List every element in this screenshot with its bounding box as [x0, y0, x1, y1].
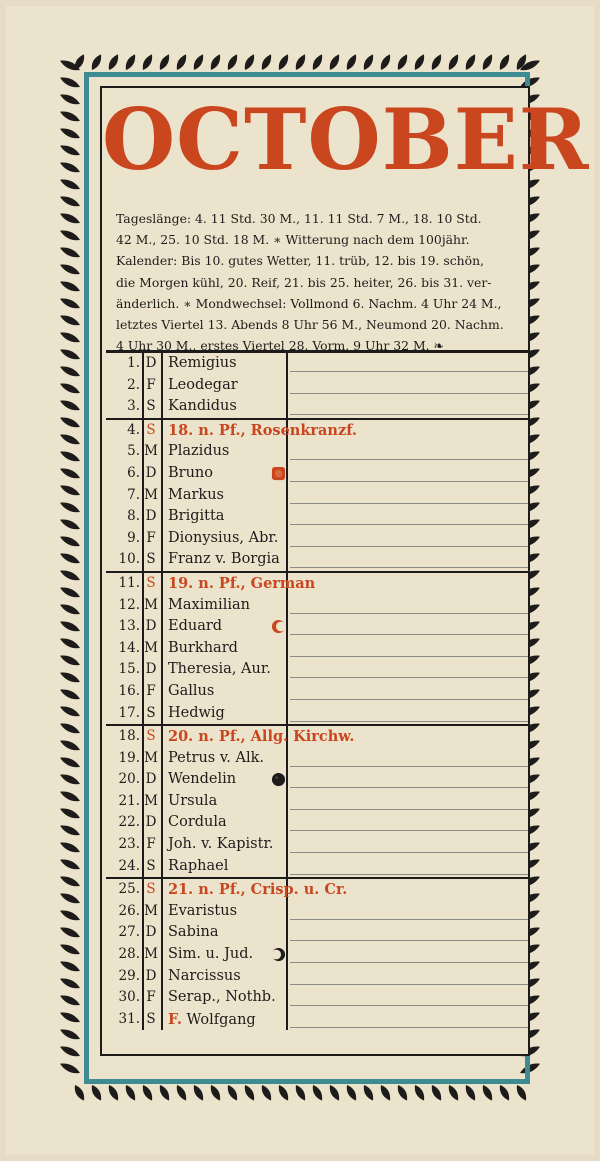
week-block [106, 350, 528, 418]
leaf-ornament [59, 891, 82, 906]
saint-name: 21. n. Pf., Crisp. u. Cr. [168, 881, 348, 899]
day-number: 25. [118, 881, 140, 898]
leaf-ornament [59, 908, 82, 923]
leaf-ornament [123, 1083, 138, 1102]
note-line [290, 567, 528, 568]
leaf-ornament [59, 959, 82, 974]
day-number: 31. [118, 1010, 140, 1027]
leaf-ornament [310, 1083, 325, 1102]
note-line [290, 481, 528, 482]
leaf-ornament [344, 1083, 359, 1102]
saint-name: Raphael [168, 857, 229, 874]
day-number: 21. [118, 792, 140, 809]
saint-name: Leodegar [168, 376, 238, 393]
leaf-ornament [59, 653, 82, 668]
leaf-ornament [59, 245, 82, 260]
leaf-ornament [59, 1027, 82, 1042]
day-number: 7. [127, 486, 140, 503]
day-row [106, 726, 528, 748]
day-row [106, 987, 528, 1009]
weekday-letter: F [146, 376, 156, 393]
day-number: 15. [118, 661, 140, 678]
leaf-ornament [59, 1061, 82, 1076]
note-line [290, 524, 528, 525]
leaf-ornament [242, 1083, 257, 1102]
day-number: 11. [118, 574, 140, 591]
weekday-letter: S [146, 1010, 156, 1027]
moon-full-icon [271, 466, 286, 481]
info-line: die Morgen kühl, 20. Reif, 21. bis 25. heiter, 26. bis 31. ver- [116, 274, 492, 290]
week-block [106, 724, 528, 877]
note-line [290, 1027, 528, 1028]
leaf-ornament [59, 432, 82, 447]
leaf-ornament [59, 296, 82, 311]
note-line [290, 787, 528, 788]
leaf-ornament [276, 53, 291, 72]
day-row [106, 922, 528, 944]
day-number: 9. [127, 529, 140, 546]
leaf-ornament [412, 1083, 427, 1102]
leaf-ornament [191, 1083, 206, 1102]
leaf-ornament [59, 704, 82, 719]
leaf-ornament [59, 772, 82, 787]
leaf-ornament [174, 1083, 189, 1102]
leaf-ornament [59, 347, 82, 362]
day-row [106, 681, 528, 703]
weekday-letter: D [145, 464, 157, 481]
weekday-letter: M [144, 486, 158, 503]
day-row [106, 659, 528, 681]
saint-name: Petrus v. Alk. [168, 749, 265, 766]
day-row [106, 396, 528, 418]
weekday-letter: D [145, 967, 157, 984]
day-number: 5. [127, 443, 140, 460]
day-number: 20. [118, 771, 140, 788]
leaf-ornament [59, 466, 82, 481]
leaf-ornament [429, 1083, 444, 1102]
saint-name: Markus [168, 486, 224, 503]
weekday-letter: M [144, 946, 158, 963]
leaf-ornament [59, 126, 82, 141]
leaf-ornament [59, 551, 82, 566]
day-number: 26. [118, 902, 140, 919]
day-row [106, 353, 528, 375]
leaf-ornament [59, 670, 82, 685]
day-row [106, 748, 528, 770]
note-line [290, 371, 528, 372]
leaf-ornament [259, 53, 274, 72]
day-row [106, 528, 528, 550]
week-block [106, 571, 528, 724]
day-number: 28. [118, 946, 140, 963]
saint-name: Evaristus [168, 902, 238, 919]
saint-name: Plazidus [168, 443, 230, 460]
leaf-ornament [59, 619, 82, 634]
weekday-letter: S [146, 421, 156, 438]
leaf-ornament [59, 398, 82, 413]
saint-name: 20. n. Pf., Allg. Kirchw. [168, 728, 355, 746]
moon-first-icon [271, 947, 286, 962]
leaf-ornament [89, 53, 104, 72]
leaf-ornament [59, 194, 82, 209]
day-row [106, 901, 528, 923]
leaf-ornament [140, 53, 155, 72]
saint-name: Wendelin [168, 771, 237, 788]
saint-name: Sabina [168, 924, 219, 941]
day-number: 27. [118, 924, 140, 941]
day-row [106, 769, 528, 791]
leaf-ornament [310, 53, 325, 72]
weekday-letter: M [144, 902, 158, 919]
month-info-text [116, 208, 516, 356]
weekday-letter: S [146, 728, 156, 745]
saint-name: Gallus [168, 682, 215, 699]
day-row [106, 703, 528, 725]
note-line [290, 940, 528, 941]
saint-name: Joh. v. Kapistr. [168, 836, 274, 853]
note-line [290, 919, 528, 920]
day-row [106, 944, 528, 966]
leaf-ornament [59, 755, 82, 770]
note-line [290, 503, 528, 504]
leaf-ornament [59, 92, 82, 107]
leaf-ornament [59, 228, 82, 243]
day-row [106, 856, 528, 878]
day-number: 17. [118, 704, 140, 721]
leaf-ornament [59, 517, 82, 532]
leaf-ornament [59, 840, 82, 855]
day-number: 22. [118, 814, 140, 831]
leaf-ornament [59, 330, 82, 345]
day-row [106, 595, 528, 617]
info-line: Kalender: Bis 10. gutes Wetter, 11. trüb, 12. bis 19. schön, [116, 253, 485, 269]
weekday-letter: S [146, 704, 156, 721]
leaf-ornament [59, 177, 82, 192]
leaf-ornament [497, 53, 512, 72]
note-line [290, 984, 528, 985]
leaf-ornament [395, 53, 410, 72]
weekday-letter: S [146, 574, 156, 591]
saint-name-text: Wolfgang [186, 1011, 256, 1028]
leaf-ornament [293, 53, 308, 72]
day-number: 4. [127, 421, 140, 438]
leaf-ornament [59, 942, 82, 957]
saint-name: Narcissus [168, 967, 241, 984]
week-block [106, 418, 528, 571]
weekday-letter: D [145, 814, 157, 831]
weekday-letter: M [144, 749, 158, 766]
leaf-ornament [463, 1083, 478, 1102]
leaf-ornament [225, 53, 240, 72]
saint-name: Dionysius, Abr. [168, 529, 279, 546]
note-line [290, 809, 528, 810]
day-number: 10. [118, 551, 140, 568]
leaf-ornament [59, 75, 82, 90]
weekday-letter: F [146, 836, 156, 853]
day-row [106, 966, 528, 988]
leaf-ornament [191, 53, 206, 72]
day-row [106, 420, 528, 442]
note-line [290, 634, 528, 635]
moon-last-icon [271, 619, 286, 634]
day-number: 13. [118, 618, 140, 635]
leaf-ornament [59, 109, 82, 124]
day-row [106, 638, 528, 660]
day-row [106, 506, 528, 528]
day-number: 24. [118, 857, 140, 874]
leaf-ornament [327, 1083, 342, 1102]
day-row [106, 573, 528, 595]
day-grid [106, 350, 528, 1054]
saint-name: Sim. u. Jud. [168, 946, 254, 963]
saint-name: Cordula [168, 814, 227, 831]
note-line [290, 613, 528, 614]
moon-new-icon [271, 772, 286, 787]
note-line [290, 656, 528, 657]
day-row [106, 616, 528, 638]
leaf-ornament [59, 500, 82, 515]
leaf-ornament [157, 53, 172, 72]
note-line [290, 830, 528, 831]
info-line: änderlich. ∗ Mondwechsel: Vollmond 6. Nachm. 4 Uhr 24 M., [116, 295, 502, 311]
note-line [290, 546, 528, 547]
saint-name: Kandidus [168, 398, 237, 415]
saint-name: Eduard [168, 618, 223, 635]
weekday-letter: M [144, 443, 158, 460]
leaf-ornament [59, 364, 82, 379]
day-row [106, 441, 528, 463]
leaf-ornament [89, 1083, 104, 1102]
info-line: letztes Viertel 13. Abends 8 Uhr 56 M., Neumond 20. Nachm. [116, 317, 504, 333]
day-number: 16. [118, 682, 140, 699]
day-number: 30. [118, 989, 140, 1006]
leaf-ornament [59, 585, 82, 600]
day-row [106, 463, 528, 485]
weekday-letter: D [145, 771, 157, 788]
note-line [290, 459, 528, 460]
day-number: 1. [127, 355, 140, 371]
weekday-letter: D [145, 618, 157, 635]
leaf-ornament [59, 721, 82, 736]
leaf-ornament [344, 53, 359, 72]
day-row [106, 549, 528, 571]
day-row [106, 812, 528, 834]
saint-name: Hedwig [168, 704, 225, 721]
feast-prefix: F. [168, 1010, 182, 1028]
leaf-ornament [59, 874, 82, 889]
leaf-ornament [480, 1083, 495, 1102]
weekday-letter: D [145, 508, 157, 525]
day-row [106, 1009, 528, 1031]
leaf-ornament [59, 636, 82, 651]
day-number: 23. [118, 836, 140, 853]
weekday-letter: D [145, 924, 157, 941]
leaf-ornament [208, 53, 223, 72]
leaf-ornament [395, 1083, 410, 1102]
note-line [290, 874, 528, 875]
leaf-ornament [293, 1083, 308, 1102]
saint-name: Franz v. Borgia [168, 551, 280, 568]
leaf-ornament [276, 1083, 291, 1102]
day-number: 3. [127, 398, 140, 415]
leaf-ornament [412, 53, 427, 72]
weekday-letter: M [144, 596, 158, 613]
saint-name: Serap., Nothb. [168, 989, 276, 1006]
weekday-letter: S [146, 551, 156, 568]
saint-name: 19. n. Pf., German [168, 574, 316, 592]
leaf-ornament [59, 211, 82, 226]
saint-name: Burkhard [168, 639, 238, 656]
leaf-ornament [59, 143, 82, 158]
day-number: 19. [118, 749, 140, 766]
weekday-letter: F [146, 682, 156, 699]
leaf-ornament [361, 1083, 376, 1102]
leaf-ornament [378, 1083, 393, 1102]
leaf-ornament [378, 53, 393, 72]
leaf-ornament [123, 53, 138, 72]
calendar-panel [100, 86, 590, 1056]
leaf-ornament [72, 1083, 87, 1102]
leaf-ornament [59, 789, 82, 804]
saint-name: Maximilian [168, 596, 250, 613]
info-line: 4 Uhr 30 M., erstes Viertel 28. Vorm. 9 Uhr 32 M. ❧ [116, 338, 444, 354]
info-line: Tageslänge: 4. 11 Std. 30 M., 11. 11 Std. 7 M., 18. 10 Std. [116, 211, 482, 226]
leaf-ornament [140, 1083, 155, 1102]
leaf-ornament [327, 53, 342, 72]
leaf-ornament [106, 53, 121, 72]
leaf-ornament [59, 313, 82, 328]
note-line [290, 852, 528, 853]
day-row [106, 375, 528, 397]
leaf-ornament [208, 1083, 223, 1102]
weekday-letter: S [146, 881, 156, 898]
leaf-ornament [59, 160, 82, 175]
day-number: 6. [127, 464, 140, 481]
day-number: 12. [118, 596, 140, 613]
leaf-ornament [59, 1044, 82, 1059]
note-line [290, 699, 528, 700]
note-line [290, 1005, 528, 1006]
leaf-ornament [59, 262, 82, 277]
note-line [290, 766, 528, 767]
saint-name: Bruno [168, 464, 213, 481]
saint-name [168, 1009, 256, 1032]
weekday-letter: F [146, 989, 156, 1006]
leaf-ornament [429, 53, 444, 72]
saint-name: Brigitta [168, 508, 225, 525]
weekday-letter: M [144, 792, 158, 809]
leaf-ornament [59, 976, 82, 991]
day-row [106, 879, 528, 901]
leaf-ornament [446, 1083, 461, 1102]
leaf-ornament [106, 1083, 121, 1102]
day-number: 14. [118, 639, 140, 656]
leaf-ornament [59, 687, 82, 702]
weekday-letter: F [146, 529, 156, 546]
day-number: 18. [118, 728, 140, 745]
day-row [106, 485, 528, 507]
leaf-ornament [446, 53, 461, 72]
leaf-ornament [480, 53, 495, 72]
leaf-ornament [59, 857, 82, 872]
day-row [106, 834, 528, 856]
leaf-ornament [361, 53, 376, 72]
leaf-ornament [514, 1083, 529, 1102]
leaf-ornament [59, 279, 82, 294]
leaf-ornament [157, 1083, 172, 1102]
note-line [290, 393, 528, 394]
leaf-ornament [59, 449, 82, 464]
leaf-ornament [59, 568, 82, 583]
leaf-ornament [59, 602, 82, 617]
weekday-letter: D [145, 661, 157, 678]
note-line [290, 677, 528, 678]
week-block [106, 877, 528, 1030]
weekday-letter: D [145, 355, 157, 371]
leaf-ornament [225, 1083, 240, 1102]
leaf-ornament [59, 993, 82, 1008]
leaf-ornament [59, 806, 82, 821]
leaf-ornament [174, 53, 189, 72]
day-number: 8. [127, 508, 140, 525]
leaf-ornament [242, 53, 257, 72]
saint-name: Remigius [168, 355, 237, 371]
leaf-ornament [259, 1083, 274, 1102]
leaf-ornament [59, 1010, 82, 1025]
leaf-ornament [59, 823, 82, 838]
weekday-letter: S [146, 857, 156, 874]
saint-name: Theresia, Aur. [168, 661, 271, 678]
leaf-ornament [59, 415, 82, 430]
weekday-letter: M [144, 639, 158, 656]
leaf-ornament [497, 1083, 512, 1102]
note-line [290, 721, 528, 722]
info-line: 42 M., 25. 10 Std. 18 M. ∗ Witterung nach dem 100jähr. [116, 232, 470, 248]
note-line [290, 414, 528, 415]
leaf-ornament [59, 534, 82, 549]
saint-name: Ursula [168, 792, 218, 809]
day-number: 29. [118, 967, 140, 984]
note-line [290, 962, 528, 963]
day-number: 2. [127, 376, 140, 393]
leaf-ornament [463, 53, 478, 72]
leaf-ornament [59, 483, 82, 498]
leaf-ornament [59, 381, 82, 396]
weekday-letter: S [146, 398, 156, 415]
saint-name: 18. n. Pf., Rosenkranzf. [168, 421, 357, 439]
leaf-ornament [59, 738, 82, 753]
day-row [106, 791, 528, 813]
leaf-ornament [59, 925, 82, 940]
month-title: OCTOBER [102, 90, 590, 189]
